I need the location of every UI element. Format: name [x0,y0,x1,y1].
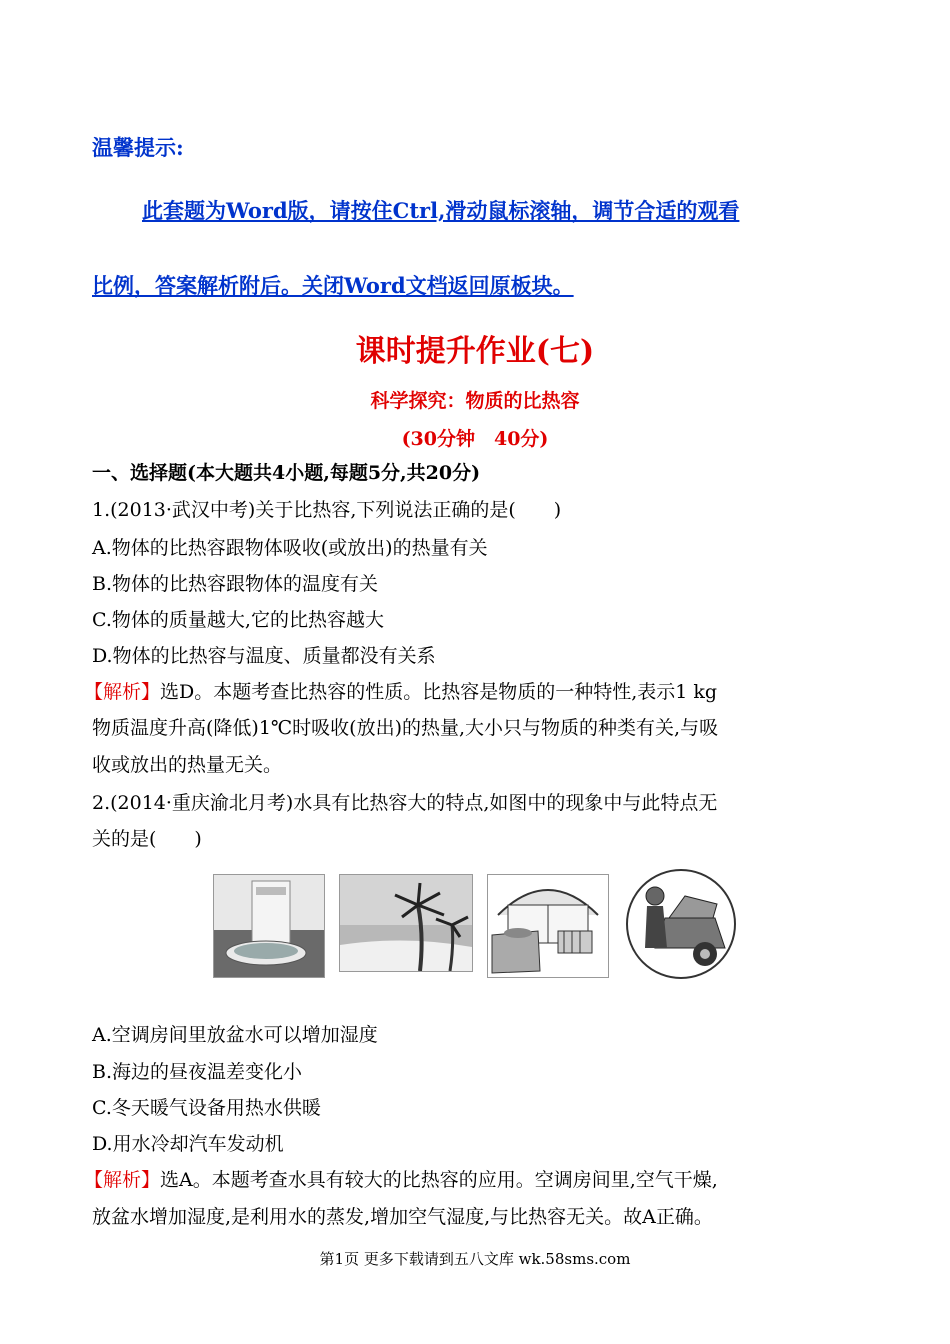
q2-option-b: B.海边的昼夜温差变化小 [92,1061,303,1083]
tip-title: 温馨提示: [92,135,184,160]
figure-air-conditioner-basin [213,874,325,978]
q2-option-d: D.用水冷却汽车发动机 [92,1133,284,1155]
figure-seaside-palms [339,874,473,972]
q1-option-b: B.物体的比热容跟物体的温度有关 [92,573,379,595]
page-subtitle: 科学探究：物质的比热容 [370,390,580,412]
q1-option-c: C.物体的质量越大,它的比热容越大 [92,609,384,631]
q2-stem-line-2: 关的是( ) [92,828,202,850]
analysis-label: 【解析】 [84,681,161,703]
q2-option-c: C.冬天暖气设备用热水供暖 [92,1097,321,1119]
q1-option-a: A.物体的比热容跟物体吸收(或放出)的热量有关 [92,537,488,559]
section-heading: 一、选择题(本大题共4小题,每题5分,共20分) [92,462,481,484]
q2-analysis-line-2: 放盆水增加湿度,是利用水的蒸发,增加空气湿度,与比热容无关。故A正确。 [92,1206,713,1228]
q2-analysis-line-1: 【解析】选A。本题考查水具有较大的比热容的应用。空调房间里,空气干燥, [84,1169,718,1191]
figure-car-engine [625,868,737,980]
time-limit: (30分钟 40分) [401,428,549,450]
tip-line-2: 比例，答案解析附后。关闭Word文档返回原板块。 [92,273,574,298]
q1-stem: 1.(2013·武汉中考)关于比热容,下列说法正确的是( ) [92,499,562,521]
q2-stem-line-1: 2.(2014·重庆渝北月考)水具有比热容大的特点,如图中的现象中与此特点无 [92,792,718,814]
figure-radiator-room [487,874,609,978]
q1-analysis-line-3: 收或放出的热量无关。 [92,754,283,776]
q1-analysis-line-2: 物质温度升高(降低)1℃时吸收(放出)的热量,大小只与物质的种类有关,与吸 [92,717,719,739]
q1-analysis-line-1: 【解析】选D。本题考查比热容的性质。比热容是物质的一种特性,表示1 kg [84,681,718,703]
q1-option-d: D.物体的比热容与温度、质量都没有关系 [92,645,436,667]
page-footer: 第1页 更多下载请到五八文库 wk.58sms.com [319,1250,631,1268]
tip-line-1: 此套题为Word版，请按住Ctrl,滑动鼠标滚轴，调节合适的观看 [142,198,740,223]
page-title: 课时提升作业(七) [355,334,595,369]
q2-option-a: A.空调房间里放盆水可以增加湿度 [92,1024,378,1046]
analysis-label: 【解析】 [84,1169,161,1191]
